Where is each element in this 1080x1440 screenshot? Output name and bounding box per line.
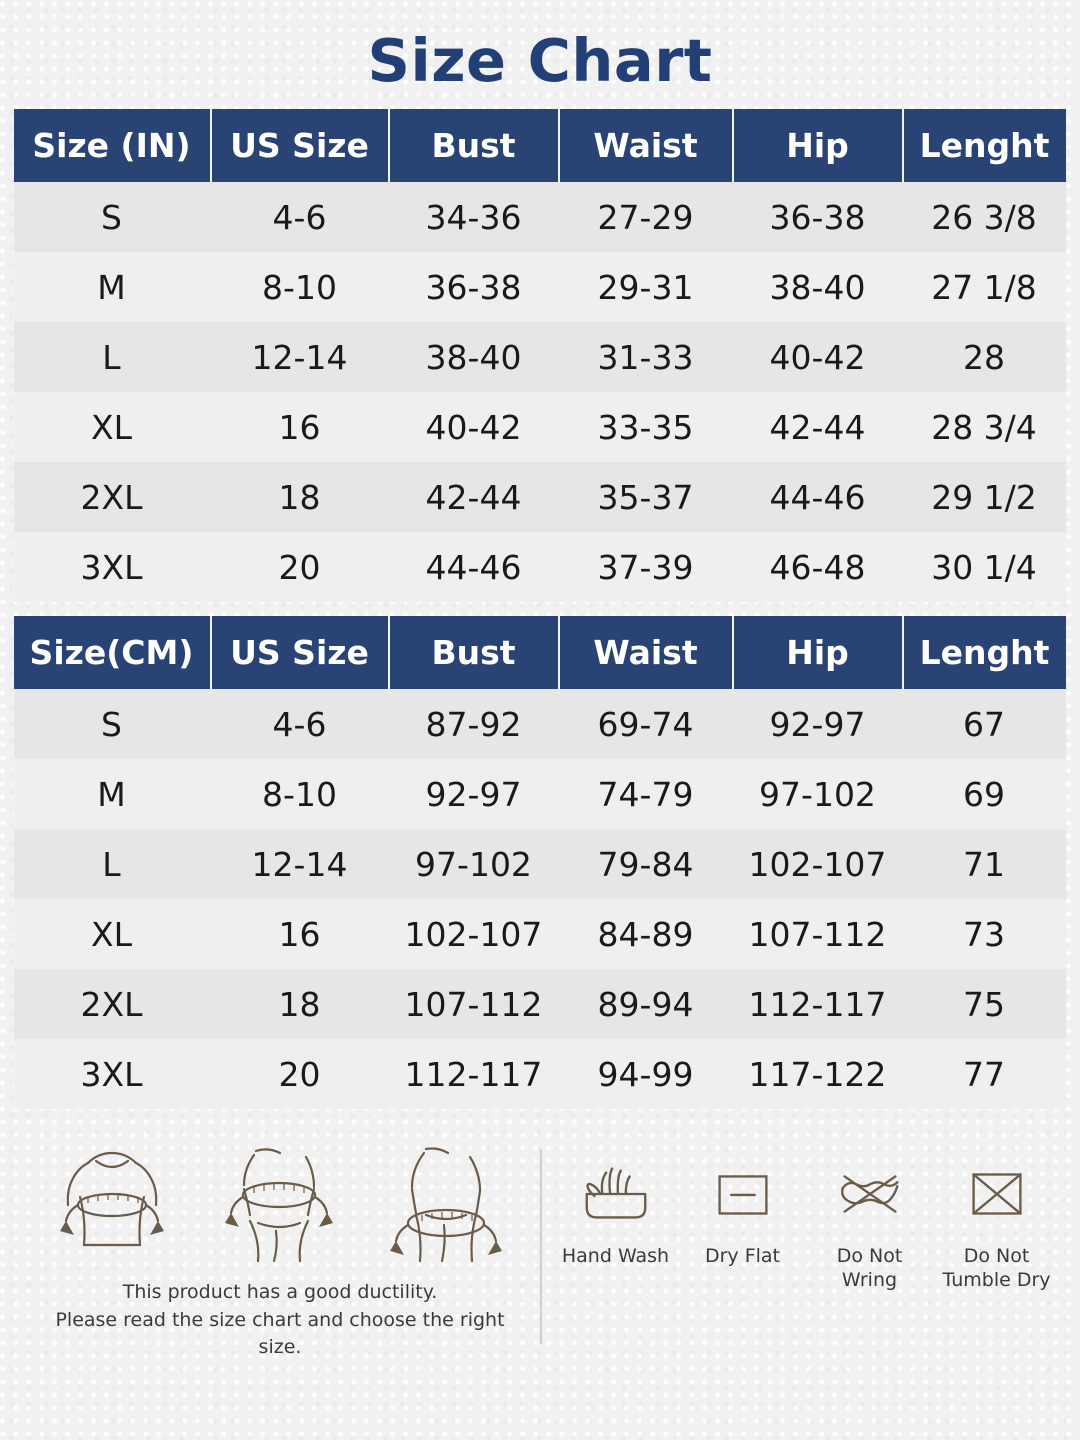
care-item-dry-flat	[683, 1155, 803, 1269]
cell: 29 1/2	[903, 462, 1066, 532]
care-icons-row	[552, 1155, 1060, 1293]
table-row	[14, 462, 1066, 532]
care-label: Hand Wash	[561, 1245, 670, 1267]
cell: 77	[903, 1039, 1066, 1109]
cell: 79-84	[559, 829, 733, 899]
care-item-do-not-wring	[810, 1155, 930, 1293]
cell: 8-10	[211, 252, 389, 322]
table-row	[14, 322, 1066, 392]
cell: L	[14, 829, 211, 899]
cell: 34-36	[389, 182, 559, 252]
care-label: Do Not Tumble Dry	[942, 1245, 1051, 1291]
cell: 67	[903, 689, 1066, 759]
cell: 84-89	[559, 899, 733, 969]
care-instructions	[552, 1131, 1060, 1293]
do-not-tumble-dry-icon	[958, 1155, 1036, 1233]
care-label: Dry Flat	[704, 1245, 781, 1267]
column-header-waist: Waist	[559, 109, 733, 182]
column-header-us-size: US Size	[211, 109, 389, 182]
cell: 112-117	[733, 969, 903, 1039]
measurement-guide	[20, 1131, 540, 1362]
table-row	[14, 252, 1066, 322]
size-table-inches	[14, 109, 1067, 602]
cell: 38-40	[389, 322, 559, 392]
note-line-1: This product has a good ductility.	[122, 1281, 438, 1303]
cell: 71	[903, 829, 1066, 899]
column-header-size-cm: Size(CM)	[14, 616, 211, 689]
do-not-wring-icon	[831, 1155, 909, 1233]
cell: 20	[211, 532, 389, 602]
cell: 36-38	[733, 182, 903, 252]
cell: 16	[211, 392, 389, 462]
cell: XL	[14, 392, 211, 462]
table-header-row	[14, 616, 1066, 689]
cell: 44-46	[389, 532, 559, 602]
column-header-lenght: Lenght	[903, 109, 1066, 182]
cell: 2XL	[14, 969, 211, 1039]
cell: XL	[14, 899, 211, 969]
cell: 16	[211, 899, 389, 969]
table-spacer	[0, 602, 1080, 616]
size-table-centimeters	[14, 616, 1067, 1109]
column-header-hip: Hip	[733, 616, 903, 689]
column-header-bust: Bust	[389, 109, 559, 182]
cell: M	[14, 759, 211, 829]
measure-figures-row	[20, 1145, 540, 1265]
cell: 3XL	[14, 1039, 211, 1109]
cell: 31-33	[559, 322, 733, 392]
table-row	[14, 182, 1066, 252]
ductility-note	[20, 1279, 540, 1362]
cell: 4-6	[211, 182, 389, 252]
cell: 12-14	[211, 322, 389, 392]
cell: 112-117	[389, 1039, 559, 1109]
cell: 3XL	[14, 532, 211, 602]
care-item-hand-wash	[556, 1155, 676, 1269]
cell: S	[14, 689, 211, 759]
cell: 28	[903, 322, 1066, 392]
cell: 73	[903, 899, 1066, 969]
cell: 40-42	[733, 322, 903, 392]
cell: 102-107	[733, 829, 903, 899]
table-row	[14, 759, 1066, 829]
cell: 27-29	[559, 182, 733, 252]
vertical-divider	[540, 1149, 542, 1344]
care-label: Do Not Wring	[836, 1245, 903, 1291]
cell: M	[14, 252, 211, 322]
table-row	[14, 829, 1066, 899]
cell: 87-92	[389, 689, 559, 759]
dry-flat-icon	[704, 1155, 782, 1233]
waist-measure-icon	[210, 1145, 350, 1265]
care-item-do-not-tumble-dry	[937, 1155, 1057, 1293]
hand-wash-icon	[577, 1155, 655, 1233]
cell: 27 1/8	[903, 252, 1066, 322]
cell: 26 3/8	[903, 182, 1066, 252]
cell: 117-122	[733, 1039, 903, 1109]
cell: 44-46	[733, 462, 903, 532]
cell: 12-14	[211, 829, 389, 899]
cell: 97-102	[733, 759, 903, 829]
cell: 20	[211, 1039, 389, 1109]
cell: 107-112	[389, 969, 559, 1039]
cell: 37-39	[559, 532, 733, 602]
cell: 89-94	[559, 969, 733, 1039]
table-row	[14, 532, 1066, 602]
hip-measure-icon	[376, 1145, 516, 1265]
cell: 102-107	[389, 899, 559, 969]
cell: 40-42	[389, 392, 559, 462]
page-title: Size Chart	[367, 26, 713, 95]
cell: 75	[903, 969, 1066, 1039]
table-row	[14, 1039, 1066, 1109]
cell: 29-31	[559, 252, 733, 322]
cell: 107-112	[733, 899, 903, 969]
column-header-waist: Waist	[559, 616, 733, 689]
column-header-lenght: Lenght	[903, 616, 1066, 689]
cell: 92-97	[733, 689, 903, 759]
column-header-us-size: US Size	[211, 616, 389, 689]
cell: 2XL	[14, 462, 211, 532]
column-header-bust: Bust	[389, 616, 559, 689]
bust-measure-icon	[44, 1145, 184, 1265]
cell: 69	[903, 759, 1066, 829]
cell: 36-38	[389, 252, 559, 322]
cell: 8-10	[211, 759, 389, 829]
cell: 30 1/4	[903, 532, 1066, 602]
table-row	[14, 689, 1066, 759]
table-row	[14, 899, 1066, 969]
cell: 4-6	[211, 689, 389, 759]
table-row	[14, 969, 1066, 1039]
cell: 35-37	[559, 462, 733, 532]
cell: 18	[211, 462, 389, 532]
bottom-section	[0, 1131, 1080, 1362]
column-header-size-in: Size (IN)	[14, 109, 211, 182]
note-line-2: Please read the size chart and choose the right size.	[55, 1308, 505, 1359]
cell: 69-74	[559, 689, 733, 759]
cell: 42-44	[389, 462, 559, 532]
cell: 33-35	[559, 392, 733, 462]
cell: 92-97	[389, 759, 559, 829]
cell: S	[14, 182, 211, 252]
cell: 74-79	[559, 759, 733, 829]
cell: 94-99	[559, 1039, 733, 1109]
table-row	[14, 392, 1066, 462]
cell: 42-44	[733, 392, 903, 462]
column-header-hip: Hip	[733, 109, 903, 182]
cell: 46-48	[733, 532, 903, 602]
table-header-row	[14, 109, 1066, 182]
cell: 97-102	[389, 829, 559, 899]
cell: 28 3/4	[903, 392, 1066, 462]
cell: L	[14, 322, 211, 392]
cell: 38-40	[733, 252, 903, 322]
cell: 18	[211, 969, 389, 1039]
